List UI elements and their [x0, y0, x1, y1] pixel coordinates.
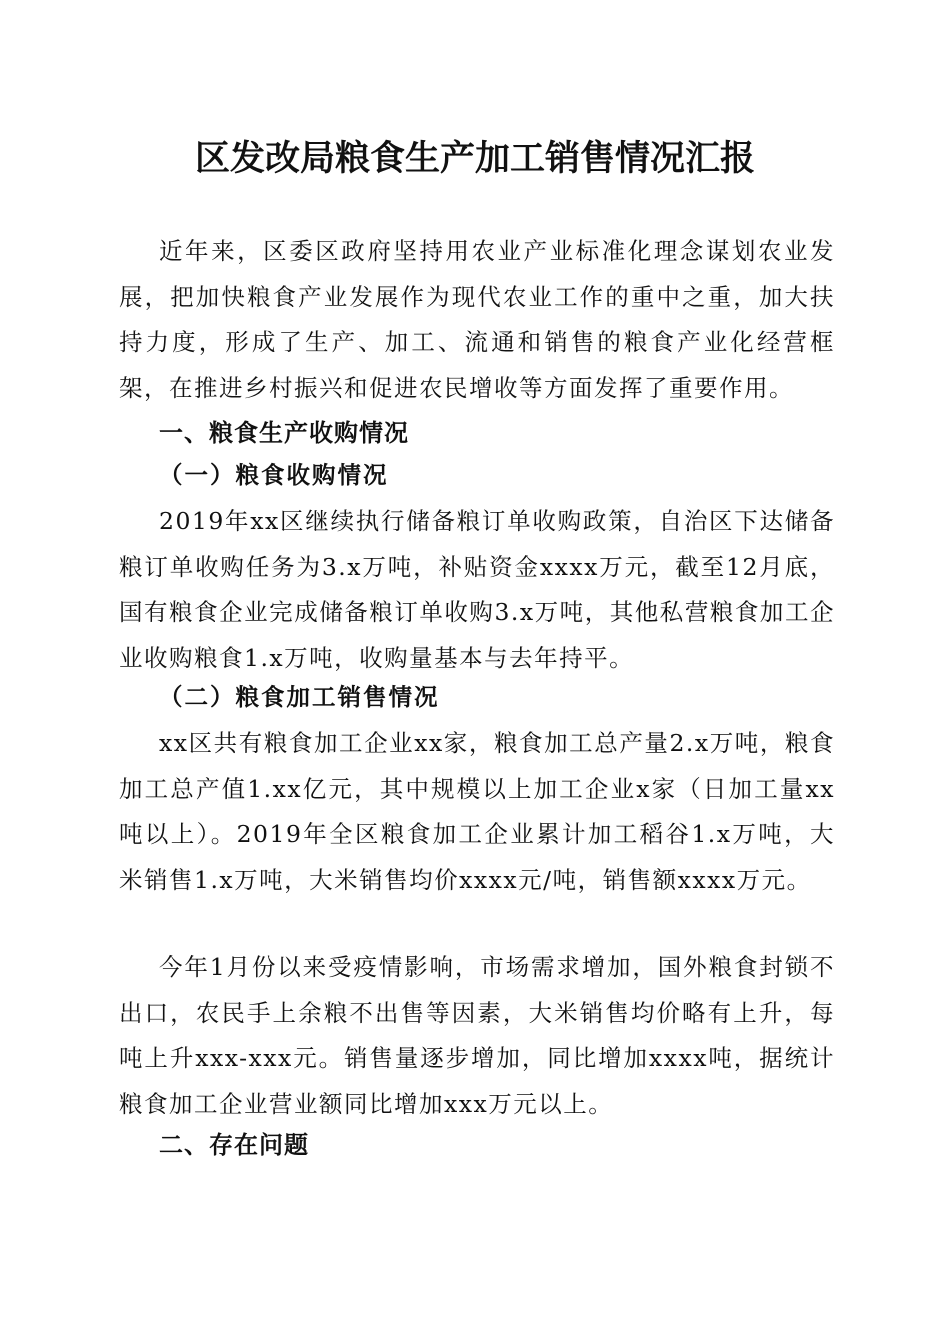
section1-sub2-paragraph-2: 今年1月份以来受疫情影响，市场需求增加，国外粮食封锁不出口，农民手上余粮不出售等因素，大米销售均价略有上升，每吨上升xxx-xxx元。销售量逐步增加，同比增加xxxx吨，据统计粮食加工企业营业额同比增加xxx万元以上。 [119, 953, 835, 1118]
section1-sub2-paragraph-1: xx区共有粮食加工企业xx家，粮食加工总产量2.x万吨，粮食加工总产值1.xx亿元，其中规模以上加工企业x家（日加工量xx吨以上）。2019年全区粮食加工企业累计加工稻谷1.x万吨，大米销售1.x万吨，大米销售均价xxxx元/吨，销售额xxxx万元。 [119, 729, 835, 894]
section2-heading: 二、存在问题 [159, 1131, 309, 1159]
section1-sub1-paragraph: 2019年xx区继续执行储备粮订单收购政策，自治区下达储备粮订单收购任务为3.x万吨，补贴资金xxxx万元，截至12月底，国有粮食企业完成储备粮订单收购3.x万吨，其他私营粮食加工企业收购粮食1.x万吨，收购量基本与去年持平。 [119, 507, 835, 672]
document-title: 区发改局粮食生产加工销售情况汇报 [194, 138, 755, 179]
section1-sub2-heading: （二）粮食加工销售情况 [159, 683, 440, 711]
intro-paragraph: 近年来，区委区政府坚持用农业产业标准化理念谋划农业发展，把加快粮食产业发展作为现代农业工作的重中之重，加大扶持力度，形成了生产、加工、流通和销售的粮食产业化经营框架，在推进乡村振兴和促进农民增收等方面发挥了重要作用。 [119, 237, 835, 402]
section1-sub1-heading: （一）粮食收购情况 [159, 461, 389, 489]
section1-heading: 一、粮食生产收购情况 [159, 419, 409, 447]
